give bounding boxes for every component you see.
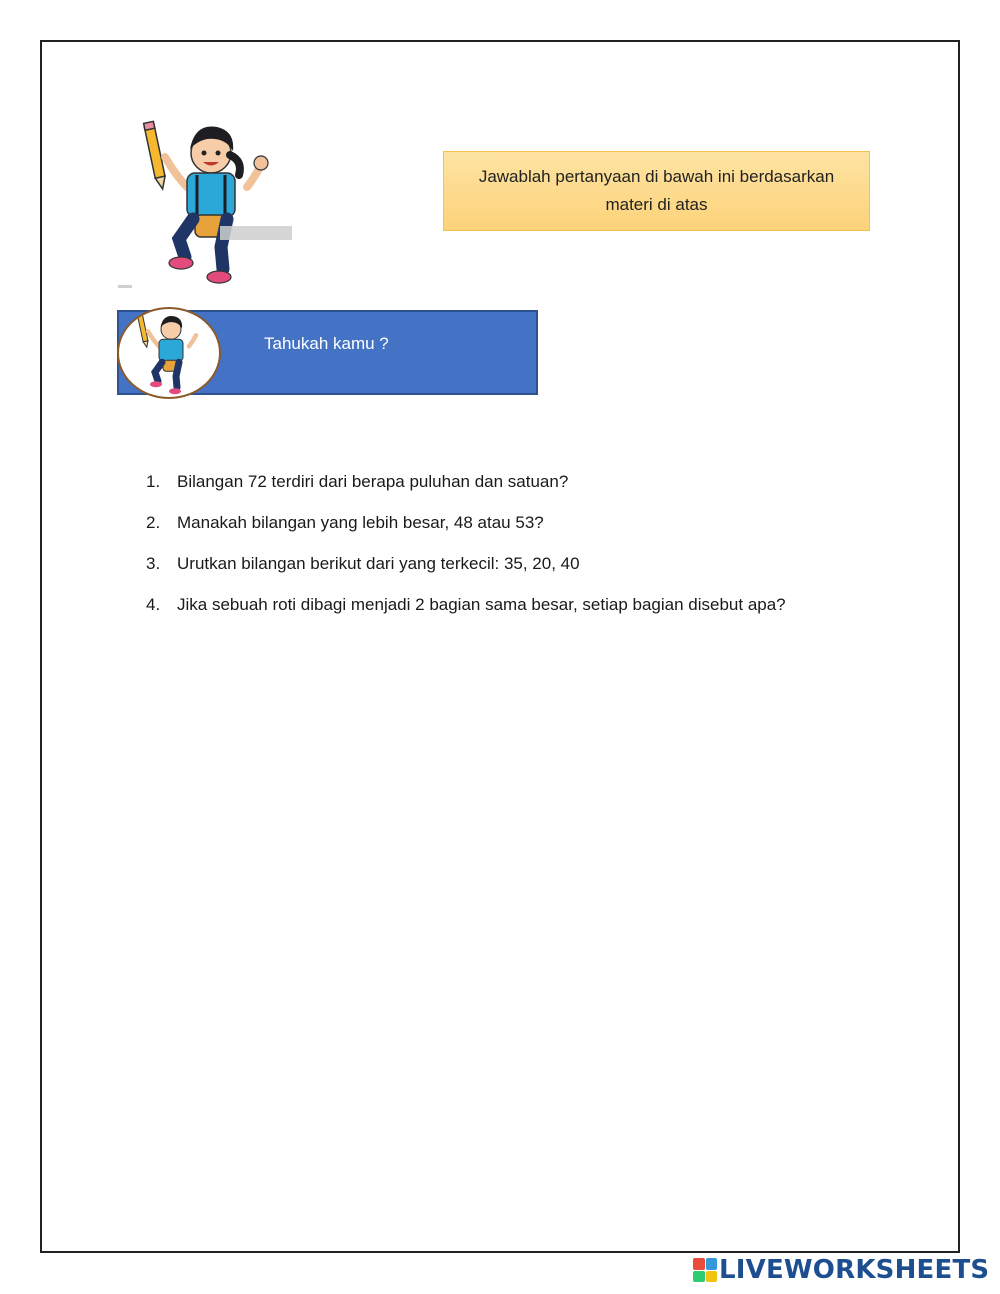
kid-badge-illustration [133,311,213,399]
question-list [146,472,786,636]
question-number: 1. [146,472,161,491]
list-item [146,554,786,595]
question-number: 4. [146,595,161,614]
question-text: Urutkan bilangan berikut dari yang terkecil: 35, 20, 40 [177,554,580,573]
banner-kid-badge [117,307,221,399]
question-text: Jika sebuah roti dibagi menjadi 2 bagian sama besar, setiap bagian disebut apa? [177,595,786,614]
question-number: 3. [146,554,161,573]
list-item [146,513,786,554]
stock-watermark-mark [118,285,132,288]
instruction-text: Jawablah pertanyaan di bawah ini berdasarkan materi di atas [478,167,835,214]
brand-name: LIVEWORKSHEETS [719,1255,990,1285]
kid-with-pencil-illustration [135,117,295,292]
liveworksheets-brand[interactable] [693,1256,989,1284]
question-number: 2. [146,513,161,532]
banner-title: Tahukah kamu ? [264,334,389,353]
question-text: Bilangan 72 terdiri dari berapa puluhan dan satuan? [177,472,569,491]
question-text: Manakah bilangan yang lebih besar, 48 atau 53? [177,513,544,532]
list-item [146,595,786,636]
liveworksheets-logo-icon [693,1258,717,1282]
instruction-box [443,151,870,231]
stock-watermark [220,226,292,240]
list-item [146,472,786,513]
